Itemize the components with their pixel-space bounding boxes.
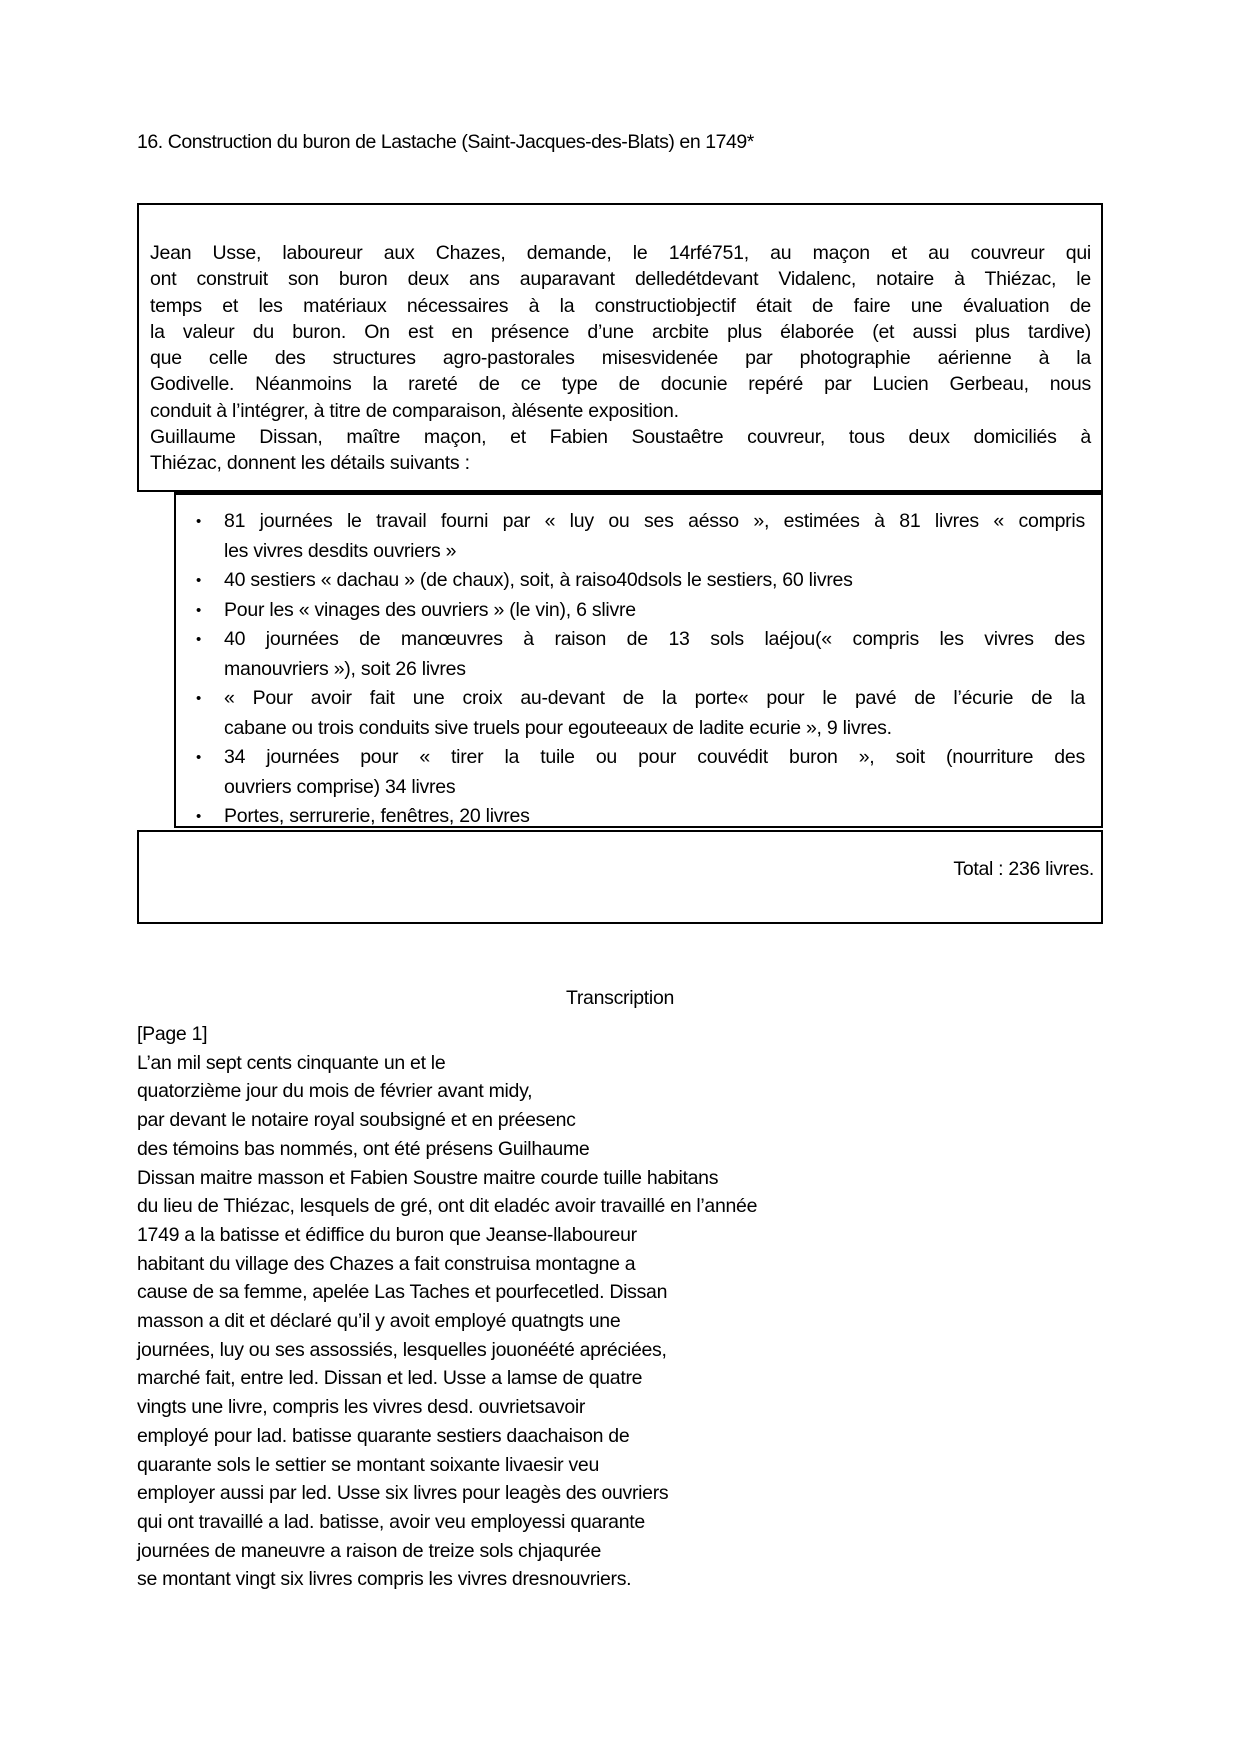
expenses-box xyxy=(174,492,1103,828)
bullet-icon: • xyxy=(196,690,202,707)
expense-line: 34 journées pour « tirer la tuile ou pour couvédit buron », soit (nourriture des xyxy=(224,746,1085,768)
expense-line: manouvriers »), soit 26 livres xyxy=(224,657,466,680)
expense-item xyxy=(196,743,1085,802)
summary-line: la valeur du buron. On est en présence d’une arcbite plus élaborée (et aussi plus tardive) xyxy=(150,320,1091,343)
transcription-line: cause de sa femme, apelée Las Taches et pourfecetled. Dissan xyxy=(137,1281,668,1304)
summary-line: Jean Usse, laboureur aux Chazes, demande, le 14rfé751, au maçon et au couvreur qui xyxy=(150,242,1091,264)
summary-line: temps et les matériaux nécessaires à la constructiobjectif était de faire une évaluation de xyxy=(150,294,1091,317)
expense-list xyxy=(176,495,1101,832)
bullet-icon: • xyxy=(196,749,202,766)
summary-line: Godivelle. Néanmoins la rareté de ce type de docunie repéré par Lucien Gerbeau, nous xyxy=(150,373,1091,396)
summary-line: ont construit son buron deux ans auparavant delledétdevant Vidalenc, notaire à Thiézac, le xyxy=(150,268,1091,291)
expense-item xyxy=(196,802,1085,832)
bullet-icon: • xyxy=(196,513,202,530)
summary-box xyxy=(137,203,1103,492)
transcription-line: employer aussi par led. Usse six livres pour leagès des ouvriers xyxy=(137,1482,669,1505)
expense-line: Portes, serrurerie, fenêtres, 20 livres xyxy=(224,805,530,827)
expense-line: ouvriers comprise) 34 livres xyxy=(224,775,456,798)
expense-item xyxy=(196,566,1085,596)
expense-item xyxy=(196,625,1085,684)
transcription-line: Dissan maitre masson et Fabien Soustre maitre courde tuille habitans xyxy=(137,1166,719,1189)
expense-line: 40 sestiers « dachau » (de chaux), soit, à raiso40dsols le sestiers, 60 livres xyxy=(224,569,853,591)
transcription-line: L’an mil sept cents cinquante un et le xyxy=(137,1051,446,1074)
transcription-line: quatorzième jour du mois de février avant midy, xyxy=(137,1080,533,1103)
transcription-line: par devant le notaire royal soubsigné et en préesenc xyxy=(137,1109,576,1132)
transcription-line: masson a dit et déclaré qu’il y avoit employé quatngts une xyxy=(137,1310,621,1333)
expense-line: « Pour avoir fait une croix au-devant de la porte« pour le pavé de l’écurie de la xyxy=(224,687,1085,709)
expense-item xyxy=(196,684,1085,743)
bullet-icon: • xyxy=(196,601,202,619)
page-title: 16. Construction du buron de Lastache (Saint-Jacques-des-Blats) en 1749* xyxy=(137,131,754,153)
transcription-line: quarante sols le settier se montant soixante livaesir veu xyxy=(137,1453,599,1476)
expense-line: 40 journées de manœuvres à raison de 13 sols laéjou(« compris les vivres des xyxy=(224,628,1085,650)
summary-line: Guillaume Dissan, maître maçon, et Fabien Soustaêtre couvreur, tous deux domiciliés à xyxy=(150,426,1091,449)
transcription-line: se montant vingt six livres compris les vivres dresnouvriers. xyxy=(137,1568,632,1591)
expense-item xyxy=(196,596,1085,626)
total-box xyxy=(137,830,1103,924)
summary-line: Thiézac, donnent les détails suivants : xyxy=(150,452,470,475)
expense-item xyxy=(196,507,1085,566)
transcription-line: marché fait, entre led. Dissan et led. Usse a lamse de quatre xyxy=(137,1367,643,1390)
transcription-line: [Page 1] xyxy=(137,1023,208,1045)
total-amount: Total : 236 livres. xyxy=(953,858,1094,880)
transcription-line: habitant du village des Chazes a fait construisa montagne a xyxy=(137,1252,636,1275)
summary-text xyxy=(150,240,1091,477)
transcription-line: qui ont travaillé a lad. batisse, avoir veu employessi quarante xyxy=(137,1510,645,1533)
transcription-line: vingts une livre, compris les vivres desd. ouvrietsavoir xyxy=(137,1396,586,1419)
transcription-line: des témoins bas nommés, ont été présens Guilhaume xyxy=(137,1137,590,1160)
transcription-line: journées de maneuvre a raison de treize sols chjaqurée xyxy=(137,1539,601,1562)
transcription-line: journées, luy ou ses assossiés, lesquelles jouonéété apréciées, xyxy=(137,1338,667,1361)
expense-line: les vivres desdits ouvriers » xyxy=(224,539,457,562)
transcription-line: 1749 a la batisse et édiffice du buron que Jeanse-llaboureur xyxy=(137,1223,637,1246)
transcription-line: employé pour lad. batisse quarante sestiers daachaison de xyxy=(137,1424,630,1447)
summary-line: que celle des structures agro-pastorales misesvidenée par photographie aérienne à la xyxy=(150,347,1091,370)
transcription-line: du lieu de Thiézac, lesquels de gré, ont dit eladéc avoir travaillé en l’année xyxy=(137,1195,758,1218)
expense-line: 81 journées le travail fourni par « luy ou ses aésso », estimées à 81 livres « compris xyxy=(224,510,1085,532)
bullet-icon: • xyxy=(196,631,202,648)
bullet-icon: • xyxy=(196,808,202,825)
expense-line: cabane ou trois conduits sive truels pour egouteeaux de ladite ecurie », 9 livres. xyxy=(224,716,892,739)
transcription-body xyxy=(137,1020,1117,1594)
summary-line: conduit à l’intégrer, à titre de comparaison, àlésente exposition. xyxy=(150,399,679,422)
transcription-heading: Transcription xyxy=(565,987,675,1009)
expense-line: Pour les « vinages des ouvriers » (le vin), 6 slivre xyxy=(224,598,636,621)
bullet-icon: • xyxy=(196,572,202,589)
